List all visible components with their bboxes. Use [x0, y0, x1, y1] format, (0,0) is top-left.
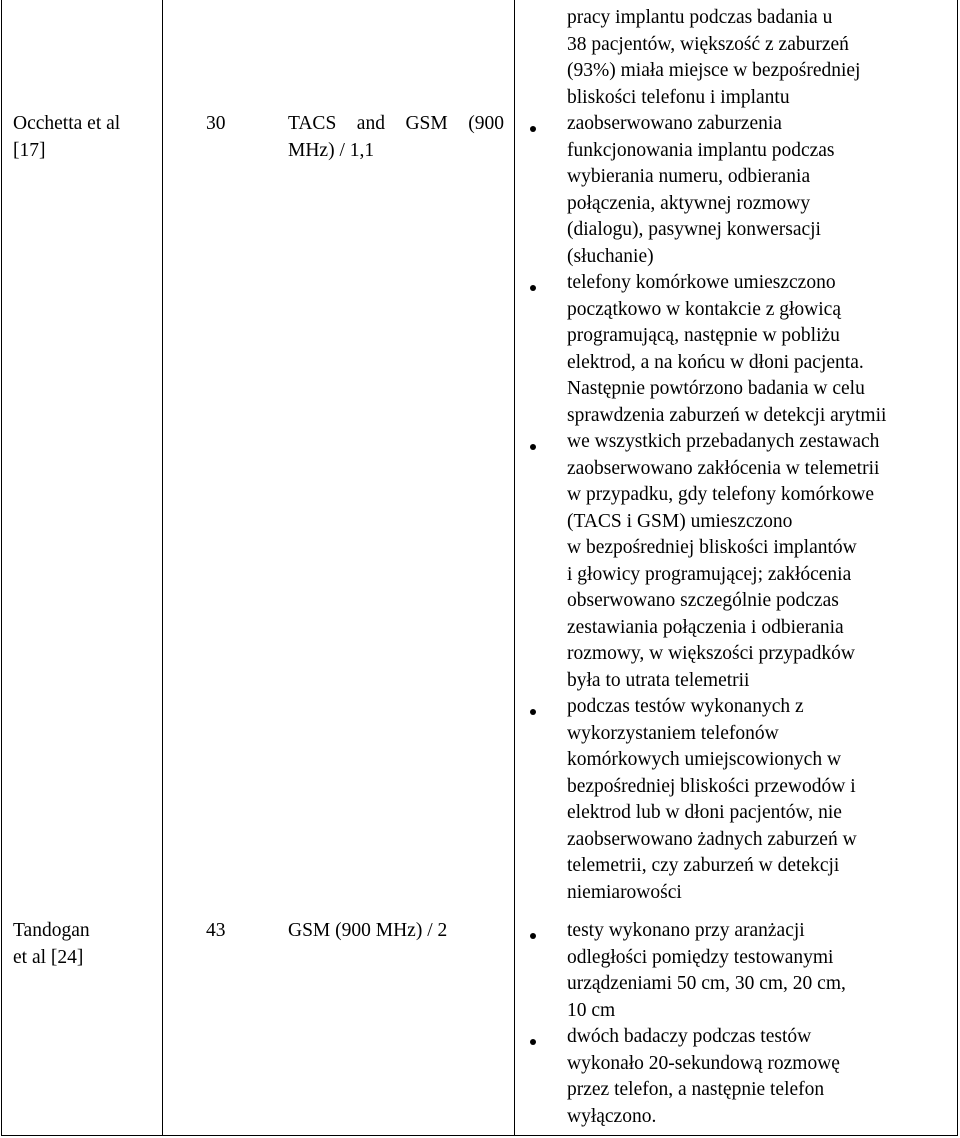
description-line: zaobserwowano zaburzenia — [567, 113, 782, 134]
column-divider-2 — [514, 0, 515, 1136]
description-line: telefony komórkowe umieszczono — [567, 272, 836, 293]
author-line: Tandogan — [13, 920, 90, 941]
author-word: al — [106, 113, 121, 134]
description-line: bezpośredniej bliskości przewodów i — [567, 775, 856, 797]
patients-cell: 30 — [206, 113, 226, 134]
description-line: przez telefon, a następnie telefon — [567, 1079, 825, 1100]
list-item — [567, 429, 879, 694]
author-line — [13, 111, 153, 138]
bullet-icon — [530, 285, 536, 291]
frequency-line: MHz) / 1,1 — [288, 139, 375, 161]
description-line: w bezpośredniej bliskości implantów — [567, 537, 857, 558]
bullet-icon — [530, 444, 536, 450]
author-word: Occhetta — [13, 113, 83, 134]
description-line: rozmowy, w większości przypadków — [567, 643, 855, 664]
column-divider-1 — [162, 0, 163, 1136]
description-line: Następnie powtórzono badania w celu — [567, 378, 865, 399]
bullet-icon — [530, 1039, 536, 1045]
author-reference: [17] — [13, 139, 46, 161]
frequency-line: TACS and GSM (900 — [288, 113, 504, 134]
description-line: obserwowano szczególnie podczas — [567, 590, 839, 611]
description-line: odległości pomiędzy testowanymi — [567, 946, 834, 968]
author-cell — [13, 111, 153, 164]
description-line: zaobserwowano zakłócenia w telemetrii — [567, 457, 880, 479]
description-line: sprawdzenia zaburzeń w detekcji arytmii — [567, 404, 887, 426]
description-line: 10 cm — [567, 999, 616, 1021]
description-line: zestawiania połączenia i odbierania — [567, 616, 844, 638]
description-line: i głowicy programującej; zakłócenia — [567, 563, 852, 585]
list-item — [567, 111, 835, 270]
author-line: et al [24] — [13, 946, 84, 968]
bullet-icon — [530, 709, 536, 715]
description-line: połączenia, aktywnej rozmowy — [567, 192, 811, 214]
frequency-cell: GSM (900 MHz) / 2 — [288, 920, 448, 941]
bullet-icon — [530, 126, 536, 132]
description-line: w przypadku, gdy telefony komórkowe — [567, 484, 875, 505]
description-line: komórkowych umiejscowionych w — [567, 749, 842, 770]
list-item — [567, 918, 846, 1024]
description-line: (TACS i GSM) umieszczono — [567, 510, 793, 532]
description-line: początkowo w kontakcie z głowicą — [567, 298, 841, 320]
description-line: (93%) miała miejsce w bezpośredniej — [567, 60, 861, 81]
description-line: (dialogu), pasywnej konwersacji — [567, 219, 821, 240]
description-intro — [567, 5, 860, 111]
list-item — [567, 270, 886, 429]
description-line: we wszystkich przebadanych zestawach — [567, 431, 880, 452]
table-border-left — [1, 0, 2, 1136]
patients-cell: 43 — [206, 920, 226, 941]
description-line: pracy implantu podczas badania u — [567, 7, 833, 28]
description-line: dwóch badaczy podczas testów — [567, 1026, 812, 1047]
description-line: telemetrii, czy zaburzeń w detekcji — [567, 855, 840, 876]
list-item — [567, 694, 857, 906]
description-line: wybierania numeru, odbierania — [567, 166, 811, 187]
bullet-icon — [530, 933, 536, 939]
description-line: wyłączono. — [567, 1105, 657, 1127]
description-line: podczas testów wykonanych z — [567, 696, 804, 717]
description-line: wykorzystaniem telefonów — [567, 722, 779, 744]
description-line: zaobserwowano żadnych zaburzeń w — [567, 828, 857, 850]
description-line: programującą, następnie w pobliżu — [567, 325, 840, 346]
description-line: urządzeniami 50 cm, 30 cm, 20 cm, — [567, 973, 846, 994]
description-line: bliskości telefonu i implantu — [567, 86, 790, 108]
description-line: była to utrata telemetrii — [567, 669, 750, 691]
description-line: niemiarowości — [567, 881, 682, 903]
author-cell — [13, 918, 90, 971]
table-border-bottom — [1, 1135, 958, 1136]
author-word: et — [87, 113, 102, 134]
description-line: elektrod, a na końcu w dłoni pacjenta. — [567, 351, 864, 373]
description-line: 38 pacjentów, większość z zaburzeń — [567, 33, 849, 55]
description-line: wykonało 20-sekundową rozmowę — [567, 1052, 840, 1074]
description-line: funkcjonowania implantu podczas — [567, 139, 835, 161]
list-item — [567, 1024, 840, 1130]
table-border-right — [957, 0, 958, 1136]
description-line: elektrod lub w dłoni pacjentów, nie — [567, 802, 842, 823]
description-line: testy wykonano przy aranżacji — [567, 920, 805, 941]
frequency-cell — [288, 111, 504, 164]
description-line: (słuchanie) — [567, 245, 654, 267]
